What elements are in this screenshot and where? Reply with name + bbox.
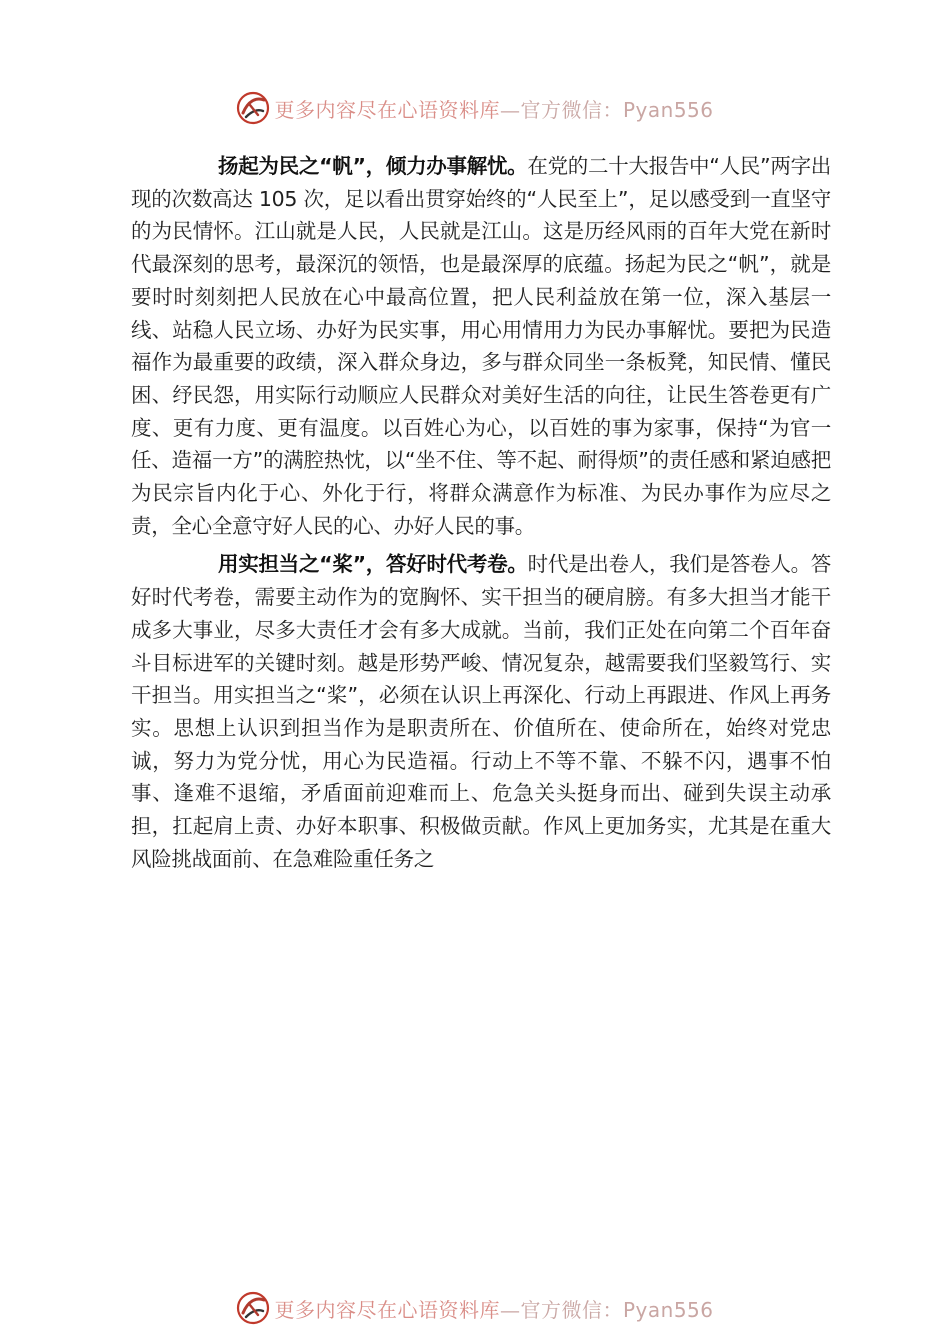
paragraph-2 xyxy=(131,548,831,875)
header-brand: 更多内容尽在心语资料库 xyxy=(274,97,500,122)
paragraph-1 xyxy=(131,150,831,542)
footer-text xyxy=(274,1294,713,1323)
red-seal-logo-icon xyxy=(236,91,270,125)
header-text xyxy=(274,94,713,123)
header-wechat-label: 官方微信： xyxy=(520,97,623,122)
footer-separator: — xyxy=(499,1297,521,1322)
footer-watermark xyxy=(0,1288,950,1328)
paragraph-1-lead: 扬起为民之“帆”，倾力办事解忧。 xyxy=(218,154,528,178)
header-watermark xyxy=(0,88,950,128)
document-body xyxy=(131,150,831,881)
paragraph-2-lead: 用实担当之“桨”，答好时代考卷。 xyxy=(218,552,528,577)
footer-wechat-label: 官方微信： xyxy=(520,1297,623,1322)
paragraph-2-text: 时代是出卷人，我们是答卷人。答好时代考卷，需要主动作为的宽胸怀、实干担当的硬肩膀。有多大担当才能干成多大事业，尽多大责任才会有多大成就。当前，我们正处在向第二个百年奋斗目标进军的关键时刻。越是形势严峻、情况复杂，越需要我们坚毅笃行、实干担当。用实担当之“桨”，必须在认识上再深化、行动上再跟进、作风上再务实。思想上认识到担当作为是职责所在、价值所在、使命所在，始终对党忠诚，努力为党分忧，用心为民造福。行动上不等不靠、不躲不闪，遇事不怕事、逢难不退缩，矛盾面前迎难而上、危急关头挺身而出、碰到失误主动承担，扛起肩上责、办好本职事、积极做贡献。作风上更加务实，尤其是在重大风险挑战面前、在急难险重任务之 xyxy=(131,552,832,871)
header-wechat-id: Pyan556 xyxy=(622,97,714,122)
footer-wechat-id: Pyan556 xyxy=(622,1297,714,1322)
footer-brand: 更多内容尽在心语资料库 xyxy=(274,1297,500,1322)
paragraph-1-text: 在党的二十大报告中“人民”两字出现的次数高达 105 次，足以看出贯穿始终的“人民至上”，足以感受到一直坚守的为民情怀。江山就是人民，人民就是江山。这是历经风雨的百年大党在新时代最深刻的思考，最深沉的领悟，也是最深厚的底蕴。扬起为民之“帆”，就是要时时刻刻把人民放在心中最高位置，把人民利益放在第一位，深入基层一线、站稳人民立场、办好为民实事，用心用情用力为民办事解忧。要把为民造福作为最重要的政绩，深入群众身边，多与群众同坐一条板凳，知民情、懂民困、纾民怨，用实际行动顺应人民群众对美好生活的向往，让民生答卷更有广度、更有力度、更有温度。以百姓心为心，以百姓的事为家事，保持“为官一任、造福一方”的满腔热忱，以“坐不住、等不起、耐得烦”的责任感和紧迫感把为民宗旨内化于心、外化于行，将群众满意作为标准、为民办事作为应尽之责，全心全意守好人民的心、办好人民的事。 xyxy=(131,154,831,538)
red-seal-logo-icon xyxy=(236,1291,270,1325)
header-separator: — xyxy=(499,97,521,122)
